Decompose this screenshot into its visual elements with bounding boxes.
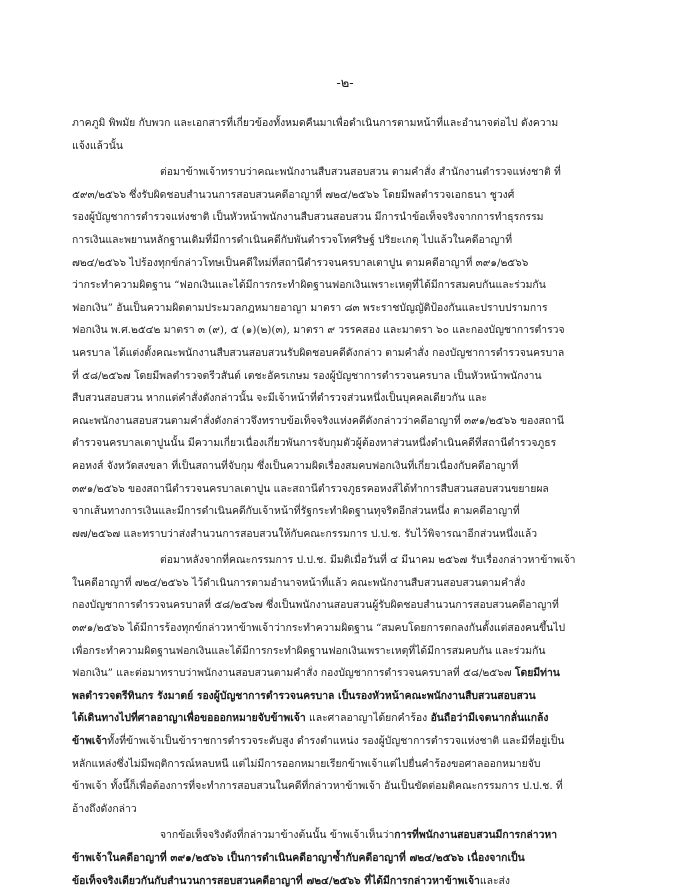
text-run: เพื่อกระทำความผิดฐานฟอกเงินและได้มีการกระทำผิดฐานฟอกเงินเพราะเหตุที่ได้มีการสมคบกัน และร่วมกัน	[72, 644, 546, 657]
text-line	[72, 549, 624, 572]
page-number: -๒-	[336, 76, 354, 91]
text-run: หลักแหล่งซึ่งไม่มีพฤติการณ์หลบหนี แต่ไม่มีการออกหมายเรียกข้าพเจ้าแต่ไปยื่นคำร้องขอศาลออกหมายจับ	[72, 757, 541, 770]
text-line	[72, 161, 624, 184]
text-line	[72, 500, 624, 523]
text-line	[72, 824, 624, 847]
text-run: คอหงส์ จังหวัดสงขลา ที่เป็นสถานที่จับกุม ซึ่งเป็นความผิดเรื่องสมคบฟอกเงินที่เกี่ยวเนื่องกับคดีอาญาที่	[72, 459, 519, 472]
text-run: ในคดีอาญาที่ ๗๒๔/๒๕๖๖ ไว้ดำเนินการตามอำนาจหน้าที่แล้ว คณะพนักงานสืบสวนสอบสวนตามคำสั่ง	[72, 576, 526, 589]
text-run: ข้าพเจ้า ทั้งนี้ก็เพื่อต้องการที่จะทำการสอบสวนในคดีที่กล่าวหาข้าพเจ้า อันเป็นขัดต่อมติคณะกรรมการ ป.ป.ช. ที่	[72, 780, 563, 793]
bold-text-run: ข้าพเจ้าในคดีอาญาที่ ๓๙๑/๒๕๖๖ เป็นการดำเนินคดีอาญาซ้ำกับคดีอาญาที่ ๗๒๔/๒๕๖๖ เนื่องจากเป็น	[72, 852, 525, 864]
text-run: ฟอกเงิน” และต่อมาทราบว่าพนักงานสอบสวนตามคำสั่ง กองบัญชาการตำรวจนครบาลที่ ๕๘/๒๕๖๗	[72, 667, 515, 680]
text-line	[72, 685, 624, 708]
text-line	[72, 432, 624, 455]
text-line	[72, 319, 624, 342]
text-run: รองผู้บัญชาการตำรวจแห่งชาติ เป็นหัวหน้าพนักงานสืบสวนสอบสวน มีการนำข้อเท็จจริงจากการทำธุรกรรม	[72, 211, 544, 224]
text-run: ว่ากระทำความผิดฐาน “ฟอกเงินและได้มีการกระทำผิดฐานฟอกเงินเพราะเหตุที่ได้มีการสมคบกันและร่วมกัน	[72, 279, 546, 292]
text-line	[72, 252, 624, 275]
bold-text-run: ข้อเท็จจริงเดียวกันกับสำนวนการสอบสวนคดีอาญาที่ ๗๒๔/๒๕๖๖ ที่ได้มีการกล่าวหาข้าพเจ้า	[72, 874, 480, 887]
text-run: ๗๗/๒๕๖๗ และทราบว่าส่งสำนวนการสอบสวนให้กับคณะกรรมการ ป.ป.ช. รับไว้พิจารณาอีกส่วนหนึ่งแล้ว	[72, 527, 538, 540]
paragraph	[72, 824, 624, 892]
text-line	[72, 662, 624, 685]
text-run: จากข้อเท็จจริงดังที่กล่าวมาข้างต้นนั้น ข้าพเจ้าเห็นว่า	[160, 829, 395, 842]
text-run: ต่อมาหลังจากที่คณะกรรมการ ป.ป.ช. มีมติเมื่อวันที่ ๔ มีนาคม ๒๕๖๗ รับเรื่องกล่าวหาข้าพเจ้า	[160, 554, 576, 567]
text-line	[72, 410, 624, 433]
text-line	[72, 342, 624, 365]
bold-text-run: อันถือว่ามีเจตนากลั่นแกล้ง	[430, 712, 549, 725]
bold-text-run: ได้เดินทางไปที่ศาลอาญาเพื่อขอออกหมายจับข้าพเจ้า	[72, 712, 306, 725]
text-line	[72, 274, 624, 297]
text-run: สืบสวนสอบสวน หากแต่คำสั่งดังกล่าวนั้น จะมีเจ้าหน้าที่ตำรวจส่วนหนึ่งเป็นบุคคลเดียวกัน และ	[72, 392, 487, 405]
document-body	[72, 112, 624, 896]
text-run: ตำรวจนครบาลเตาปูนนั้น มีความเกี่ยวเนื่องเกี่ยวพันการจับกุมตัวผู้ต้องหาส่วนหนึ่งดำเนินคดีที่สถานีตำรวจภูธร	[72, 437, 557, 450]
text-run: ๕๙๓/๒๕๖๖ ซึ่งรับผิดชอบสำนวนการสอบสวนคดีอาญาที่ ๗๒๔/๒๕๖๖ โดยมีพลตำรวจเอกธนา ชูวงศ์	[72, 188, 515, 201]
text-line	[72, 112, 624, 135]
text-run: นครบาล ได้แต่งตั้งคณะพนักงานสืบสวนสอบสวนรับผิดชอบคดีดังกล่าว ตามคำสั่ง กองบัญชาการตำรวจนครบาล	[72, 346, 565, 359]
text-line	[72, 478, 624, 501]
text-line	[72, 870, 624, 893]
text-line	[72, 617, 624, 640]
text-run: การเงินและพยานหลักฐานเดิมที่มีการดำเนินคดีกับพันตำรวจโทศริษฐ์ ปริยะเกตุ ไปแล้วในคดีอาญาที่	[72, 233, 513, 246]
text-run: จากเส้นทางการเงินและมีการดำเนินคดีกับเจ้าหน้าที่รัฐกระทำผิดฐานทุจริตอีกส่วนหนึ่ง ตามคดีอาญาที่	[72, 505, 520, 518]
paragraph	[72, 161, 624, 545]
text-line	[72, 387, 624, 410]
text-run: กองบัญชาการตำรวจนครบาลที่ ๕๘/๒๕๖๗ ซึ่งเป็นพนักงานสอบสวนผู้รับผิดชอบสำนวนการสอบสวนคดีอาญาที่	[72, 599, 559, 612]
text-line	[72, 365, 624, 388]
text-run: และศาลอาญาได้ยกคำร้อง	[305, 712, 431, 725]
text-line	[72, 455, 624, 478]
text-line	[72, 206, 624, 229]
text-run: ที่ ๕๘/๒๕๖๗ โดยมีพลตำรวจตรีวสันต์ เตชะอัครเกษม รองผู้บัญชาการตำรวจนครบาล เป็นหัวหน้าพนักงาน	[72, 369, 542, 382]
text-line	[72, 523, 624, 546]
text-run: และส่ง	[479, 874, 510, 887]
text-run: ภาคภูมิ พิพมัย กับพวก และเอกสารที่เกี่ยวข้องทั้งหมดคืนมาเพื่อดำเนินการตามหน้าที่และอำนาจต่อไป ดังความ	[72, 117, 559, 129]
text-line	[72, 775, 624, 798]
text-run: ๓๙๑/๒๕๖๖ ได้มีการร้องทุกข์กล่าวหาข้าพเจ้าว่ากระทำความผิดฐาน “สมคบโดยการตกลงกันตั้งแต่สองคนขึ้นไป	[72, 622, 566, 635]
text-run: ฟอกเงิน พ.ศ.๒๕๔๒ มาตรา ๓ (๙), ๕ (๑)(๒)(๓), มาตรา ๙ วรรคสอง และมาตรา ๖๐ และกองบัญชาการตำรวจ	[72, 324, 565, 337]
text-line	[72, 798, 624, 821]
text-line	[72, 730, 624, 753]
text-line	[72, 135, 624, 158]
text-run: ฟอกเงิน” อันเป็นความผิดตามประมวลกฎหมายอาญา มาตรา ๘๓ พระราชบัญญัติป้องกันและปราบปรามการ	[72, 301, 548, 314]
text-run: ๗๒๔/๒๕๖๖ ไปร้องทุกข์กล่าวโทษเป็นคดีใหม่ที่สถานีตำรวจนครบาลเตาปูน ตามคดีอาญาที่ ๓๙๑/๒๕๖๖	[72, 256, 529, 269]
text-line	[72, 229, 624, 252]
text-line	[72, 753, 624, 776]
text-run: อ้างถึงดังกล่าว	[72, 802, 137, 815]
paragraph	[72, 549, 624, 820]
bold-text-run: โดยมีท่าน	[514, 667, 560, 680]
text-run: แจ้งแล้วนั้น	[72, 139, 123, 152]
text-line	[72, 594, 624, 617]
text-run: ๓๙๑/๒๕๖๖ ของสถานีตำรวจนครบาลเตาปูน และสถานีตำรวจภูธรคอหงส์ได้ทำการสืบสวนสอบสวนขยายผล	[72, 482, 549, 495]
bold-text-run: การที่พนักงานสอบสวนมีการกล่าวหา	[394, 829, 558, 842]
text-line	[72, 297, 624, 320]
bold-text-run: พลตำรวจตรีทินกร รังมาตย์ รองผู้บัญชาการตำรวจนครบาล เป็นรองหัวหน้าคณะพนักงานสืบสวนสอบสวน	[72, 689, 536, 702]
text-line	[72, 847, 624, 870]
paragraph	[72, 112, 624, 157]
text-line	[72, 184, 624, 207]
text-line	[72, 572, 624, 595]
text-line	[72, 707, 624, 730]
bold-text-run: ข้าพเจ้า	[72, 735, 108, 748]
text-line	[72, 640, 624, 663]
text-run: ต่อมาข้าพเจ้าทราบว่าคณะพนักงานสืบสวนสอบสวน ตามคำสั่ง สำนักงานตำรวจแห่งชาติ ที่	[160, 166, 561, 179]
text-run: คณะพนักงานสอบสวนตามคำสั่งดังกล่าวจึงทราบข้อเท็จจริงแห่งคดีดังกล่าวว่าคดีอาญาที่ ๓๙๑/๒๕๖๖ ของสถานี	[72, 414, 565, 427]
text-run: ทั้งที่ข้าพเจ้าเป็นข้าราชการตำรวจระดับสูง ดำรงตำแหน่ง รองผู้บัญชาการตำรวจแห่งชาติ และมีที่อยู่เป็น	[107, 735, 565, 748]
